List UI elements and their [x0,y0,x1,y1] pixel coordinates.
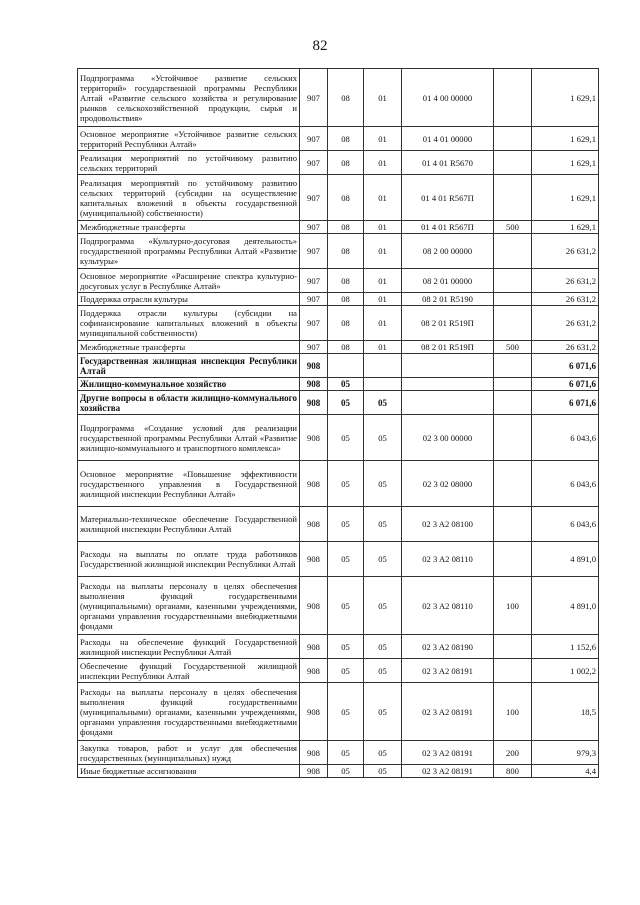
cell-amount: 6 043,6 [532,507,599,542]
cell-name: Поддержка отрасли культуры [78,293,300,306]
cell-section: 05 [328,415,364,461]
cell-grbs: 908 [300,683,328,741]
cell-target-article: 02 3 00 00000 [402,415,494,461]
cell-expense-type [494,269,532,293]
cell-amount: 26 631,2 [532,269,599,293]
cell-amount: 4 891,0 [532,577,599,635]
table-row [78,378,599,391]
cell-amount: 1 002,2 [532,659,599,683]
cell-expense-type [494,415,532,461]
cell-grbs: 907 [300,293,328,306]
budget-table-body [78,69,599,778]
table-row [78,765,599,778]
cell-section: 08 [328,221,364,234]
cell-name: Жилищно-коммунальное хозяйство [78,378,300,391]
cell-grbs: 908 [300,542,328,577]
cell-section: 05 [328,635,364,659]
table-row [78,391,599,415]
cell-section: 05 [328,683,364,741]
cell-expense-type [494,542,532,577]
cell-expense-type [494,69,532,127]
table-row [78,461,599,507]
cell-target-article: 08 2 01 R519П [402,306,494,341]
cell-section: 05 [328,461,364,507]
cell-section: 05 [328,542,364,577]
cell-section: 08 [328,175,364,221]
cell-expense-type [494,306,532,341]
cell-amount: 979,3 [532,741,599,765]
cell-grbs: 908 [300,577,328,635]
cell-section: 05 [328,378,364,391]
cell-section: 08 [328,293,364,306]
cell-expense-type: 100 [494,577,532,635]
table-row [78,293,599,306]
cell-name: Основное мероприятие «Устойчивое развитие сельских территорий Республики Алтай» [78,127,300,151]
cell-amount: 6 071,6 [532,354,599,378]
cell-section: 08 [328,341,364,354]
cell-subsection: 05 [364,577,402,635]
cell-target-article: 02 3 A2 08191 [402,741,494,765]
cell-expense-type: 100 [494,683,532,741]
cell-name: Реализация мероприятий по устойчивому развитию сельских территорий (субсидии на осуществление капитальных вложений в объекты государственной (муниципальной) собственности) [78,175,300,221]
table-row [78,175,599,221]
cell-name: Реализация мероприятий по устойчивому развитию сельских территорий [78,151,300,175]
cell-target-article: 02 3 A2 08191 [402,683,494,741]
cell-amount: 1 629,1 [532,127,599,151]
cell-amount: 6 071,6 [532,391,599,415]
cell-grbs: 907 [300,234,328,269]
cell-subsection: 05 [364,461,402,507]
cell-section: 08 [328,234,364,269]
cell-amount: 18,5 [532,683,599,741]
cell-subsection: 01 [364,234,402,269]
cell-grbs: 908 [300,741,328,765]
cell-target-article: 01 4 01 R5670 [402,151,494,175]
cell-target-article: 01 4 00 00000 [402,69,494,127]
cell-amount: 6 043,6 [532,415,599,461]
cell-expense-type [494,293,532,306]
cell-target-article: 08 2 01 00000 [402,269,494,293]
cell-subsection: 05 [364,659,402,683]
cell-target-article: 02 3 A2 08100 [402,507,494,542]
cell-subsection: 05 [364,765,402,778]
cell-amount: 26 631,2 [532,341,599,354]
cell-target-article: 02 3 A2 08190 [402,635,494,659]
cell-target-article: 02 3 A2 08110 [402,542,494,577]
table-row [78,127,599,151]
cell-name: Межбюджетные трансферты [78,341,300,354]
cell-amount: 1 629,1 [532,69,599,127]
table-row [78,306,599,341]
cell-grbs: 908 [300,507,328,542]
cell-name: Расходы на выплаты персоналу в целях обеспечения выполнения функций государственными (муниципальными) органами, казенными учреждениями, органами управления государственными внебюджетными фондами [78,577,300,635]
cell-section: 05 [328,577,364,635]
cell-target-article: 08 2 01 R5190 [402,293,494,306]
cell-amount: 4 891,0 [532,542,599,577]
cell-grbs: 907 [300,69,328,127]
cell-grbs: 908 [300,659,328,683]
cell-grbs: 907 [300,306,328,341]
cell-section: 08 [328,269,364,293]
cell-name: Государственная жилищная инспекция Республики Алтай [78,354,300,378]
table-row [78,635,599,659]
table-row [78,221,599,234]
cell-section: 08 [328,306,364,341]
cell-subsection: 01 [364,293,402,306]
cell-target-article: 08 2 01 R519П [402,341,494,354]
cell-section: 05 [328,741,364,765]
cell-target-article [402,391,494,415]
cell-expense-type [494,234,532,269]
cell-name: Иные бюджетные ассигнования [78,765,300,778]
cell-grbs: 908 [300,415,328,461]
cell-grbs: 908 [300,391,328,415]
cell-grbs: 907 [300,151,328,175]
cell-name: Другие вопросы в области жилищно-коммунального хозяйства [78,391,300,415]
cell-section [328,354,364,378]
cell-name: Материально-техническое обеспечение Государственной жилищной инспекции Республики Алтай [78,507,300,542]
table-row [78,507,599,542]
cell-amount: 1 152,6 [532,635,599,659]
cell-section: 05 [328,391,364,415]
cell-amount: 26 631,2 [532,306,599,341]
cell-name: Подпрограмма «Устойчивое развитие сельских территорий» государственной программы Республики Алтай «Развитие сельского хозяйства и регулирование рынков сельскохозяйственной продукции, сырья и продовольствия» [78,69,300,127]
table-row [78,69,599,127]
cell-section: 08 [328,127,364,151]
cell-section: 08 [328,69,364,127]
table-row [78,151,599,175]
table-row [78,577,599,635]
cell-name: Расходы на выплаты персоналу в целях обеспечения выполнения функций государственными (муниципальными) органами, казенными учреждениями, органами управления государственными внебюджетными фондами [78,683,300,741]
cell-target-article [402,378,494,391]
cell-subsection [364,354,402,378]
cell-name: Закупка товаров, работ и услуг для обеспечения государственных (муниципальных) нужд [78,741,300,765]
cell-target-article: 02 3 02 08000 [402,461,494,507]
cell-expense-type [494,151,532,175]
cell-expense-type [494,354,532,378]
cell-subsection: 01 [364,221,402,234]
cell-amount: 26 631,2 [532,293,599,306]
cell-name: Поддержка отрасли культуры (субсидии на софинансирование капитальных вложений в объекты муниципальной собственности) [78,306,300,341]
table-row [78,741,599,765]
cell-expense-type [494,175,532,221]
cell-subsection: 05 [364,507,402,542]
cell-subsection: 05 [364,683,402,741]
cell-grbs: 907 [300,221,328,234]
cell-grbs: 908 [300,461,328,507]
cell-subsection: 01 [364,151,402,175]
cell-subsection: 01 [364,341,402,354]
cell-amount: 6 071,6 [532,378,599,391]
table-row [78,354,599,378]
cell-expense-type [494,507,532,542]
page-number: 82 [312,38,328,54]
cell-name: Межбюджетные трансферты [78,221,300,234]
cell-expense-type [494,391,532,415]
cell-subsection: 05 [364,391,402,415]
cell-subsection: 05 [364,542,402,577]
cell-subsection: 05 [364,635,402,659]
cell-target-article [402,354,494,378]
cell-target-article: 02 3 A2 08110 [402,577,494,635]
cell-grbs: 908 [300,378,328,391]
cell-amount: 4,4 [532,765,599,778]
cell-section: 08 [328,151,364,175]
cell-section: 05 [328,507,364,542]
cell-grbs: 908 [300,354,328,378]
cell-expense-type [494,635,532,659]
table-row [78,234,599,269]
table-row [78,269,599,293]
cell-expense-type [494,127,532,151]
cell-grbs: 908 [300,635,328,659]
cell-expense-type [494,659,532,683]
cell-name: Подпрограмма «Культурно-досуговая деятельность» государственной программы Республики Алтай «Развитие культуры» [78,234,300,269]
budget-table [77,68,599,778]
table-row [78,683,599,741]
cell-expense-type [494,461,532,507]
cell-expense-type: 800 [494,765,532,778]
table-row [78,659,599,683]
table-row [78,341,599,354]
cell-subsection: 01 [364,127,402,151]
cell-section: 05 [328,659,364,683]
cell-subsection: 05 [364,741,402,765]
cell-grbs: 908 [300,765,328,778]
cell-amount: 1 629,1 [532,175,599,221]
cell-expense-type: 200 [494,741,532,765]
cell-amount: 1 629,1 [532,151,599,175]
cell-amount: 6 043,6 [532,461,599,507]
cell-grbs: 907 [300,175,328,221]
table-row [78,542,599,577]
cell-grbs: 907 [300,341,328,354]
cell-grbs: 907 [300,127,328,151]
cell-name: Основное мероприятие «Повышение эффективности государственного управления в Государственной жилищной инспекции Республики Алтай» [78,461,300,507]
cell-grbs: 907 [300,269,328,293]
cell-subsection: 01 [364,269,402,293]
cell-amount: 1 629,1 [532,221,599,234]
cell-expense-type: 500 [494,341,532,354]
cell-target-article: 01 4 01 R567П [402,221,494,234]
table-row [78,415,599,461]
cell-subsection: 01 [364,69,402,127]
cell-name: Расходы на выплаты по оплате труда работников Государственной жилищной инспекции Республики Алтай [78,542,300,577]
cell-name: Основное мероприятие «Расширение спектра культурно-досуговых услуг в Республике Алтай» [78,269,300,293]
cell-expense-type [494,378,532,391]
cell-name: Расходы на обеспечение функций Государственной жилищной инспекции Республики Алтай [78,635,300,659]
cell-target-article: 08 2 00 00000 [402,234,494,269]
cell-amount: 26 631,2 [532,234,599,269]
cell-subsection [364,378,402,391]
cell-target-article: 02 3 A2 08191 [402,765,494,778]
cell-subsection: 01 [364,175,402,221]
cell-name: Обеспечение функций Государственной жилищной инспекции Республики Алтай [78,659,300,683]
cell-name: Подпрограмма «Создание условий для реализации государственной программы Республики Алтай «Развитие жилищно-коммунального и транспортного комплекса» [78,415,300,461]
cell-target-article: 02 3 A2 08191 [402,659,494,683]
cell-subsection: 05 [364,415,402,461]
cell-expense-type: 500 [494,221,532,234]
cell-target-article: 01 4 01 00000 [402,127,494,151]
cell-subsection: 01 [364,306,402,341]
cell-section: 05 [328,765,364,778]
cell-target-article: 01 4 01 R567П [402,175,494,221]
